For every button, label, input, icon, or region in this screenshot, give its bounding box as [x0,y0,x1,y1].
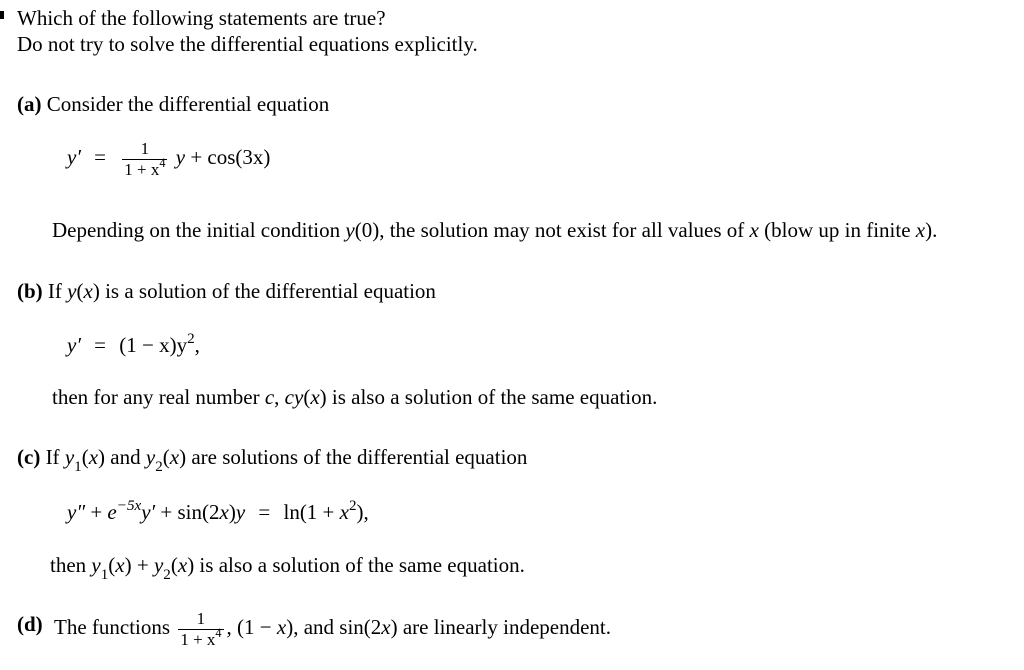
item-b-intro-y: y [67,279,77,303]
item-a-conclusion-x: x [749,218,759,242]
item-b-conclusion-part2: , [274,385,285,409]
item-b-intro-line [17,279,436,303]
item-b-label: (b) [17,279,43,303]
item-c-intro-sub2: 2 [155,459,163,476]
question-line-2: Do not try to solve the differential equations explicitly. [17,32,478,56]
item-d-text-x: x [276,615,287,640]
item-c-eq-y-double-prime: y″ [67,500,86,524]
item-c-eq-sin: + sin(2 [155,500,220,524]
item-c-intro-sub1: 1 [74,459,82,476]
item-b-eq-rhs: (1 − x)y [119,333,188,357]
item-a-frac-num: 1 [122,140,167,160]
item-c-eq-ln-close: ), [356,500,369,524]
item-a-eq-equals: = [94,145,107,170]
item-d-text-part1: The functions [54,615,176,640]
item-b-eq-lhs: y′ [67,333,81,357]
item-a-conclusion-part4: ). [925,218,938,242]
item-b-intro-part3: ) is a solution of the differential equation [92,279,436,303]
item-c-eq-y-prime: y′ [141,500,156,524]
item-a-eq-lhs: y′ [67,145,81,170]
item-c-eq-sin-close: ) [228,500,236,524]
item-b-eq-equals: = [94,333,107,357]
item-c-conclusion-part2: ( [108,553,116,577]
item-c-conclusion-x2: x [177,553,188,577]
item-d-frac-den-base: 1 + x [180,629,216,649]
item-c-eq-equals: = [258,500,271,524]
item-c-conclusion-x1: x [115,553,125,577]
item-d-text-x2: x [381,615,391,640]
item-c-eq-exp: −5x [116,497,142,514]
item-c-intro-y1: y [64,445,75,469]
item-b-conclusion-cy: cy [284,385,304,409]
item-c-intro-x2: x [169,445,180,469]
item-a-conclusion [52,218,937,242]
item-a-conclusion-part1: Depending on the initial condition [52,218,346,242]
item-c-intro-part5: ) are solutions of the differential equation [179,445,528,469]
item-a-eq-rest: + cos(3x) [185,145,271,170]
item-c-intro-y2: y [145,445,156,469]
item-a-intro: Consider the differential equation [46,92,330,116]
item-c-label: (c) [17,445,41,469]
item-a-conclusion-part3: (blow up in finite [758,218,916,242]
item-a-eq-y: y [175,145,186,170]
item-d-frac-den-exp: 4 [215,625,222,640]
item-d-frac-den [178,625,223,649]
item-a-conclusion-x2: x [915,218,926,242]
item-b-intro-part1: If [47,279,68,303]
item-d-frac-num: 1 [178,610,223,630]
item-c-conclusion-sub2: 2 [163,567,171,584]
item-c-intro-part1: If [45,445,65,469]
item-d-text-part4: ) are linearly independent. [390,615,612,640]
item-c-conclusion-part1: then [50,553,92,577]
item-c-intro-part3: ) and [98,445,146,469]
item-c-conclusion-part4: ( [170,553,178,577]
item-a-frac-den-exp: 4 [159,155,166,170]
item-c-intro-line [17,445,528,476]
item-d-text-part3: ), and sin(2 [286,615,382,640]
item-a-frac-den [122,155,167,179]
item-c-eq-sin-y: y [235,500,246,524]
item-b-eq-exp: 2 [187,330,195,347]
item-a-equation [67,140,270,179]
item-c-eq-plus: + [85,500,108,524]
item-c-equation [67,497,369,524]
item-c-conclusion [50,553,525,584]
question-line-1: Which of the following statements are true? [17,6,386,30]
item-b-conclusion [52,385,657,409]
item-b-equation [67,330,200,357]
item-c-eq-ln-exp: 2 [348,497,357,514]
item-b-intro-x: x [83,279,93,303]
item-a-label: (a) [17,92,42,116]
item-b-conclusion-c: c [264,385,275,409]
item-c-intro-x1: x [88,445,99,469]
item-a-frac-den-base: 1 + x [124,159,160,179]
item-a-intro-line [17,92,329,116]
item-c-eq-ln: ln(1 + [283,500,340,524]
item-b-conclusion-part1: then for any real number [52,385,265,409]
item-c-intro-part2: ( [81,445,89,469]
item-c-conclusion-sub1: 1 [100,567,109,584]
item-d-label: (d) [17,612,43,636]
item-a-fraction [122,140,167,179]
item-d-text-part2: , (1 − [226,615,277,640]
item-c-eq-e: e [107,500,117,524]
item-d-fraction [178,610,223,649]
item-a-conclusion-y: y [345,218,355,242]
item-c-eq-ln-x: x [339,500,349,524]
item-c-conclusion-part5: ) is also a solution of the same equation. [187,553,525,577]
item-b-conclusion-part3: ( [303,385,311,409]
bullet-mark [0,11,4,19]
item-c-conclusion-y1: y [91,553,101,577]
item-c-eq-sin-x: x [219,500,229,524]
item-b-intro-part2: ( [76,279,84,303]
item-b-eq-tail: , [194,333,200,357]
item-b-conclusion-x: x [310,385,320,409]
item-c-conclusion-part3: ) + [124,553,154,577]
item-b-conclusion-part4: ) is also a solution of the same equation. [319,385,658,409]
item-d-statement [54,610,611,649]
item-a-conclusion-part2: (0), the solution may not exist for all values of [354,218,750,242]
item-c-intro-part4: ( [162,445,170,469]
item-c-conclusion-y2: y [153,553,164,577]
